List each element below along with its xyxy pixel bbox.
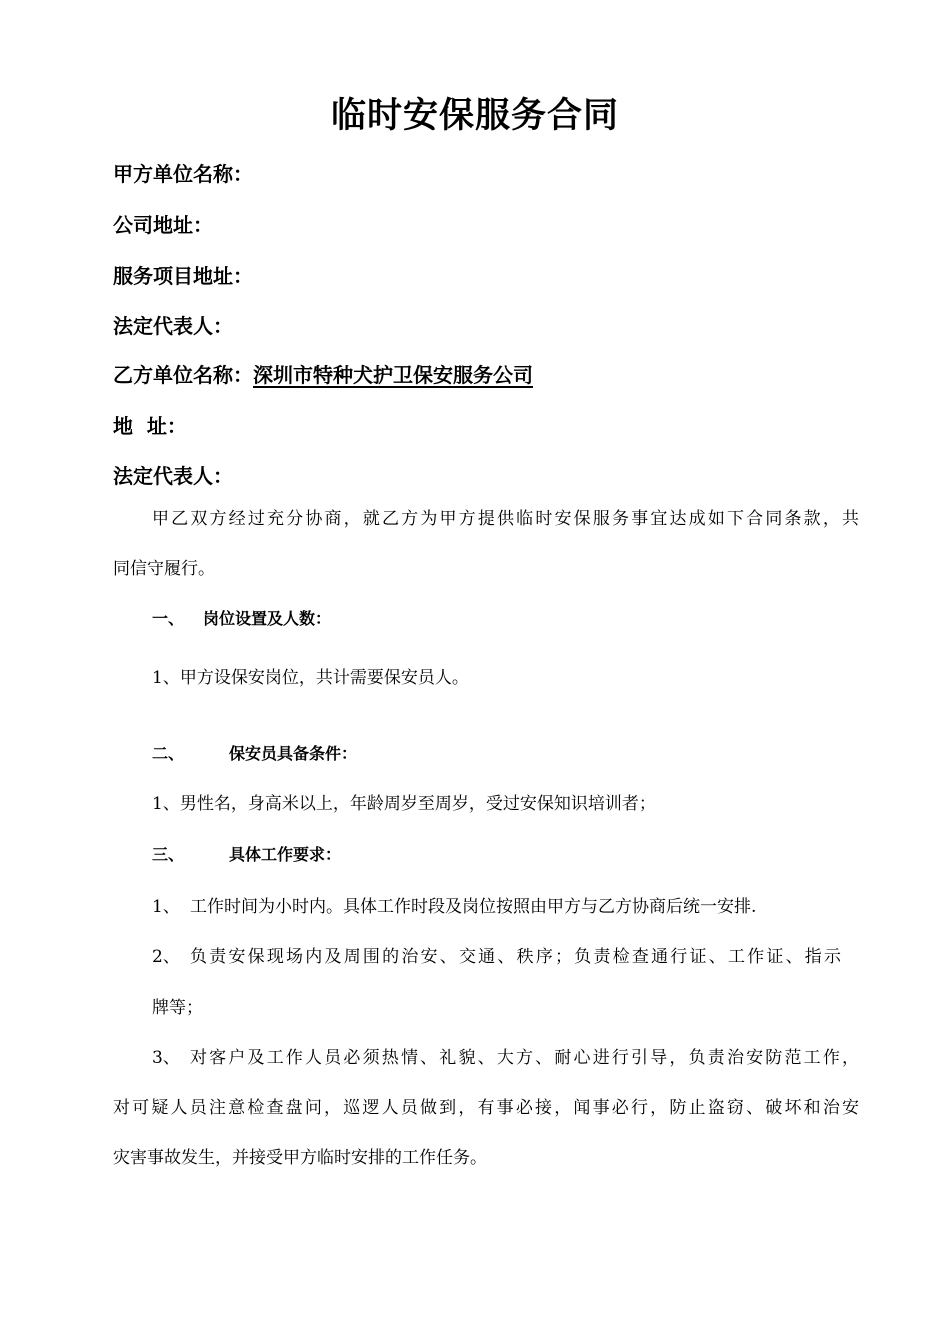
party-a-address-label: 公司地址： xyxy=(113,213,213,237)
section-1-item-1: 1、甲方设保安岗位，共计需要保安员人。 xyxy=(152,668,469,688)
section-3-item-1: 工作时间为小时内。具体工作时段及岗位按照由甲方与乙方协商后统一安排. xyxy=(190,897,757,917)
project-address-label: 服务项目地址： xyxy=(113,264,253,288)
section-2-item-1: 1、男性名，身高米以上，年龄周岁至周岁，受过安保知识培训者； xyxy=(152,794,656,814)
section-3-item-2-line-1: 负责安保现场内及周围的治安、交通、秩序；负责检查通行证、工作证、指示 xyxy=(190,947,841,967)
section-2-title: 保安员具备条件： xyxy=(229,744,358,763)
section-3-item-3-number: 3、 xyxy=(152,1048,180,1068)
section-3-title: 具体工作要求： xyxy=(229,845,342,864)
intro-line-2: 同信守履行。 xyxy=(113,559,215,579)
document-title: 临时安保服务合同 xyxy=(330,96,619,136)
party-b-name-row xyxy=(113,359,533,388)
party-a-name-label: 甲方单位名称： xyxy=(113,162,253,186)
party-b-address-label: 地 址： xyxy=(113,414,187,438)
party-b-name-label: 乙方单位名称： xyxy=(113,363,253,387)
party-b-legal-rep-label: 法定代表人： xyxy=(113,464,233,488)
section-3-item-2-number: 2、 xyxy=(152,947,180,967)
party-b-name-value: 深圳市特种犬护卫保安服务公司 xyxy=(253,363,533,387)
section-3-item-3-line-1: 对客户及工作人员必须热情、礼貌、大方、耐心进行引导，负责治安防范工作， xyxy=(190,1048,859,1068)
section-3-item-3-line-2: 对可疑人员注意检查盘问，巡逻人员做到，有事必接，闻事必行，防止盗窃、破坏和治安 xyxy=(113,1098,859,1118)
intro-line-1: 甲乙双方经过充分协商，就乙方为甲方提供临时安保服务事宜达成如下合同条款，共 xyxy=(152,509,859,529)
section-3-item-1-number: 1、 xyxy=(152,897,180,917)
party-a-legal-rep-label: 法定代表人： xyxy=(113,314,233,338)
section-3-item-2-line-2: 牌等； xyxy=(152,998,203,1018)
section-1-number: 一、 xyxy=(152,609,185,628)
section-3-number: 三、 xyxy=(152,845,185,864)
section-1-title: 岗位设置及人数： xyxy=(203,609,332,628)
section-3-item-3-line-3: 灾害事故发生，并接受甲方临时安排的工作任务。 xyxy=(113,1148,487,1168)
section-2-number: 二、 xyxy=(152,744,185,763)
